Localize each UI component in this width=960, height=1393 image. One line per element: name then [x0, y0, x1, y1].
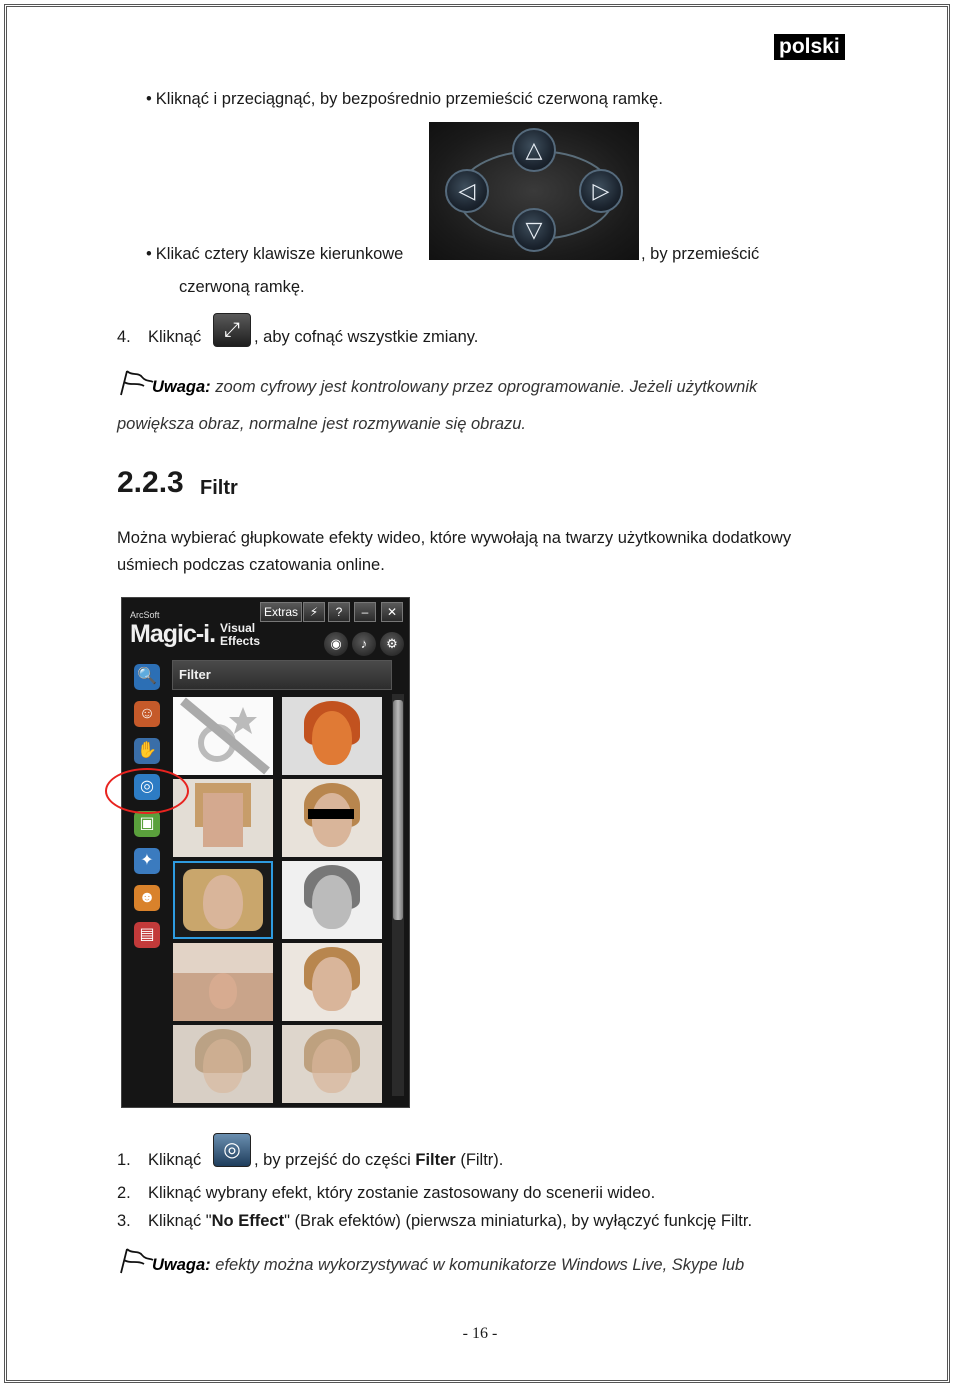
- highlight-circle: [105, 768, 189, 814]
- note1-line1: [152, 377, 757, 397]
- avatar-face-icon[interactable]: ☺: [134, 701, 160, 727]
- step3-end: " (Brak efektów) (pierwsza miniaturka), by wyłączyć funkcję Filtr.: [284, 1212, 753, 1230]
- filter-icon[interactable]: ◎: [134, 774, 160, 800]
- thumb-face: [312, 793, 352, 847]
- thumb-face: [312, 1039, 352, 1093]
- thumb-face: [203, 875, 243, 929]
- intro-line1: Można wybierać głupkowate efekty wideo, które wywołają na twarzy użytkownika dodatkowy: [117, 529, 792, 547]
- lightning-icon[interactable]: ⚡: [303, 602, 325, 622]
- thumb-face: [312, 957, 352, 1011]
- censor-bar: [308, 809, 354, 819]
- step1-after-text: , by przejść do części: [254, 1151, 416, 1169]
- fire-effect-thumbnail[interactable]: [282, 697, 382, 775]
- section-title: Filtr: [200, 477, 238, 499]
- grayscale-effect-thumbnail[interactable]: [282, 861, 382, 939]
- note2-line: [152, 1255, 744, 1275]
- webcam-icon[interactable]: ◉: [324, 632, 348, 656]
- step2-text: Kliknąć wybrany efekt, który zostanie zastosowany do scenerii wideo.: [148, 1184, 656, 1202]
- shatter-effect-thumbnail[interactable]: [282, 1025, 382, 1103]
- arrow-keys-image: [429, 122, 639, 260]
- bullet-keys-after: , by przemieścić: [641, 245, 760, 263]
- bullet-keys: • Klikać cztery klawisze kierunkowe: [146, 244, 403, 264]
- no-effect-thumbnail[interactable]: [173, 697, 273, 775]
- pinch-effect-thumbnail[interactable]: [173, 943, 273, 1021]
- language-badge: polski: [774, 34, 845, 60]
- dissolve-effect-thumbnail[interactable]: [173, 1025, 273, 1103]
- note1-text: zoom cyfrowy jest kontrolowany przez oprogramowanie. Jeżeli użytkownik: [210, 378, 758, 396]
- bullet-drag: • Kliknąć i przeciągnąć, by bezpośrednio przemieścić czerwoną ramkę.: [146, 89, 663, 109]
- hand-icon[interactable]: ✋: [134, 738, 160, 764]
- settings-gear-icon[interactable]: ⚙: [380, 632, 404, 656]
- help-icon[interactable]: ?: [328, 602, 350, 622]
- note2-text: efekty można wykorzystywać w komunikatorze Windows Live, Skype lub: [210, 1256, 745, 1274]
- app-brand-small: ArcSoft: [130, 610, 160, 620]
- thumb-face: [203, 793, 243, 847]
- thumb-face: [209, 973, 237, 1009]
- frame-icon[interactable]: ▣: [134, 811, 160, 837]
- step1-before: Kliknąć: [148, 1151, 202, 1169]
- no-effect-icon: [173, 697, 273, 775]
- extras-button[interactable]: Extras: [260, 602, 302, 622]
- arrow-up-icon: △: [512, 128, 556, 172]
- note1-label: Uwaga:: [152, 378, 211, 396]
- step1-number: 1.: [117, 1151, 131, 1169]
- page-number: - 16 -: [462, 1325, 498, 1342]
- emoticon-icon[interactable]: ☻: [134, 885, 160, 911]
- app-brand: Magic-i.: [130, 620, 216, 648]
- step1-bold: Filter: [415, 1151, 456, 1169]
- note1-line2: powiększa obraz, normalne jest rozmywanie się obrazu.: [117, 415, 527, 433]
- photo-icon[interactable]: ▤: [134, 922, 160, 948]
- note-flag-icon: [118, 368, 154, 396]
- thumb-face: [312, 875, 352, 929]
- minimize-icon[interactable]: –: [354, 602, 376, 622]
- censor-bar-effect-thumbnail[interactable]: [282, 779, 382, 857]
- step3-bold: No Effect: [211, 1212, 285, 1230]
- step3-before: Kliknąć ": [148, 1212, 212, 1230]
- step1-end: (Filtr).: [455, 1151, 504, 1169]
- step2-number: 2.: [117, 1184, 131, 1202]
- microphone-icon[interactable]: ♪: [352, 632, 376, 656]
- note2-flag-icon: [118, 1246, 154, 1274]
- bullet-keys-cont: czerwoną ramkę.: [179, 278, 305, 296]
- filter-panel-header: Filter: [172, 660, 392, 690]
- step4-number: 4.: [117, 328, 131, 346]
- step1-after: [254, 1150, 503, 1170]
- original-effect-thumbnail[interactable]: [282, 943, 382, 1021]
- pinch-top: [173, 943, 273, 973]
- intro-line2: uśmiech podczas czatowania online.: [117, 556, 385, 574]
- reset-zoom-icon: ⤢: [213, 313, 251, 347]
- section-number: 2.2.3: [117, 466, 184, 499]
- scrollbar-thumb[interactable]: [393, 700, 403, 920]
- arrow-left-icon: ◁: [445, 169, 489, 213]
- tv-effect-thumbnail[interactable]: [173, 861, 273, 939]
- thumb-face: [203, 1039, 243, 1093]
- effects-icon[interactable]: ✦: [134, 848, 160, 874]
- step4-before: Kliknąć: [148, 328, 202, 346]
- thumbnail-scrollbar[interactable]: [392, 694, 404, 1096]
- magic-i-app-window: [121, 597, 410, 1108]
- note2-label: Uwaga:: [152, 1256, 211, 1274]
- arrow-right-icon: ▷: [579, 169, 623, 213]
- app-brand-sub: Visual Effects: [220, 621, 261, 648]
- thumb-face: [312, 711, 352, 765]
- step3-text: [148, 1211, 752, 1231]
- step3-number: 3.: [117, 1212, 131, 1230]
- zoom-magnifier-icon[interactable]: 🔍: [134, 664, 160, 690]
- close-icon[interactable]: ✕: [381, 602, 403, 622]
- filter-button-icon: ◎: [213, 1133, 251, 1167]
- arrow-down-icon: ▽: [512, 208, 556, 252]
- step4-after: , aby cofnąć wszystkie zmiany.: [254, 328, 479, 346]
